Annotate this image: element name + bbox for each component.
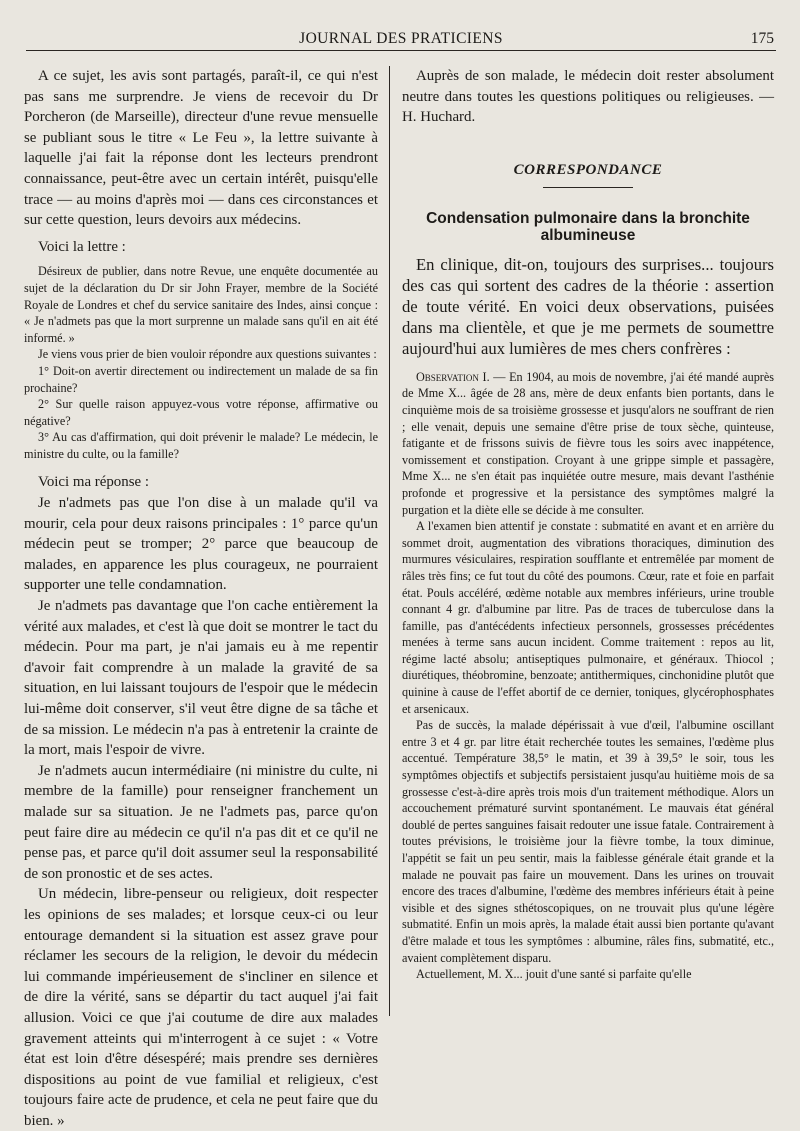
paragraph-reply: Je n'admets aucun intermédiaire (ni ministre du culte, ni membre de la famille) pour renseigner franchement un malade sur sa situation. Je ne l'admets pas, parce qu'on peut faire dire au médecin ce qu'il n'a pas dit et ce qu'il ne pense pas, et parce qu'il doit assumer seul la responsabilité de son pronostic et de ses actes.: [24, 762, 378, 882]
paragraph-letter-heading: Voici la lettre :: [38, 238, 126, 255]
paragraph-reply: Un médecin, libre-penseur ou religieux, doit respecter les opinions de ses malades; et lorsque ceux-ci ou leur entourage demandent si la situation est assez grave pour réclamer les secours de la religion, le devoir du médecin lui commande impérieusement de s'incliner en silence et de dire la vérité, sans se départir du tact auquel j'ai fait allusion. Voici ce que j'ai coutume de dire aux malades gravement atteints qui m'interrogent à ce sujet : « Votre état est loin d'être désespéré; mais prendre ses dernières dispositions au point de vue familial et religieux, c'est toujours faire acte de prudence, et cela ne peut faire que du bien. »: [24, 886, 378, 1129]
letter-paragraph: Désireux de publier, dans notre Revue, une enquête documentée au sujet de la déclaration du Dr sir John Frayer, membre de la Société Royale de Londres et chef du service sanitaire des Indes, ainsi conçue : « Je n'admets pas que la mort surprenne un malade sans qu'il en ait été informé. »: [24, 264, 378, 345]
paragraph-reply-heading: Voici ma réponse :: [38, 474, 149, 491]
section-heading: CORRESPONDANCE: [513, 161, 663, 178]
column-divider: [389, 66, 390, 1016]
running-header: [26, 28, 776, 51]
paragraph-reply: Je n'admets pas davantage que l'on cache entièrement la vérité aux malades, et c'est là que doit se montrer le tact du médecin. Pour ma part, je n'ai jamais eu à me repentir d'avoir fait comprendre à un malade la gravité de sa situation, en lui laissant toujours de l'espoir que le médecin lui-même doit conserver, s'il veut être digne de sa tâche et de sa mission. Le médecin n'a pas à entretenir la crainte de la mort, mais l'espoir de vivre.: [24, 598, 378, 759]
right-column: [402, 66, 774, 1034]
paragraph-reply: Je n'admets pas que l'on dise à un malade qu'il va mourir, cela pour deux raisons principales : 1° parce qu'un médecin peut se tromper; 2° parce que beaucoup de malades, en apparence les plus courageux, ne pourraient supporter une telle condamnation.: [24, 495, 378, 594]
observation-label: Observation I.: [416, 369, 490, 384]
article-intro: En clinique, dit-on, toujours des surprises... toujours des cas qui sortent des cadres de la théorie : assertion de toute vérité. En voici deux observations, puisées dans ma clientèle, et que je me permets de soumettre aujourd'hui aux lumières de mes chers confrères :: [402, 254, 774, 358]
page-number: 175: [750, 30, 774, 47]
paragraph-conclusion: Auprès de son malade, le médecin doit rester absolument neutre dans toutes les questions politiques ou religieuses. — H. Huchard.: [402, 68, 774, 126]
journal-title: JOURNAL DES PRATICIENS: [299, 30, 503, 47]
article-paragraph: Pas de succès, la malade dépérissait à vue d'œil, l'albumine oscillant entre 3 et 4 gr. par litre était recherchée toutes les semaines, l'œdème plus accentué. Température 38,5° le matin, et 39 à 39,5° le soir, tous les symptômes objectifs et subjectifs persistaient jusqu'au huitième mois de sa grossesse c'est-à-dire après trois mois d'un traitement méthodique. Alors un accouchement prématuré survint spontanément. Le mauvais état général doublé de pertes sanguines faisait redouter une issue fatale. Contrairement à toutes prévisions, le troisième jour la fièvre tombe, la toux diminue, l'appétit se fait un peu sentir, mais la faiblesse générale était grande et la malade ne pouvait pas faire un mouvement. Dans les urines on trouvait encore des traces d'albumine, l'œdème des membres inférieurs était à peine visible et des signes sthétoscopiques, on ne trouvait plus qu'une légère submatité. Enfin un mois après, la malade était aussi bien portante qu'avant d'être malade et tous les symptômes : albumine, râles fins, submatité, etc., avaient complètement disparu.: [402, 718, 774, 965]
article-paragraph: Actuellement, M. X... jouit d'une santé si parfaite qu'elle: [416, 967, 692, 982]
left-column: [24, 66, 378, 1129]
letter-question: 1° Doit-on avertir directement ou indirectement un malade de sa fin prochaine?: [24, 363, 378, 395]
paragraph-intro: A ce sujet, les avis sont partagés, paraît-il, ce qui n'est pas sans me surprendre. Je viens de recevoir du Dr Porcheron (de Marseille), directeur d'une revue mensuelle se publiant sous le titre « Le Feu », la lettre suivante à laquelle j'ai fait la réponse dont les lecteurs prendront connaissance, peut-être avec un certain intérêt, puisqu'elle trace — au moins d'après moi — dans ces circonstances et sur cette question, leurs devoirs aux médecins.: [24, 68, 378, 229]
letter-question: 2° Sur quelle raison appuyez-vous votre réponse, affirmative ou négative?: [24, 397, 378, 428]
letter-question: 3° Au cas d'affirmation, qui doit prévenir le malade? Le médecin, le ministre du culte, ou la famille?: [24, 430, 378, 461]
letter-paragraph: Je viens vous prier de bien vouloir répondre aux questions suivantes :: [38, 347, 377, 362]
article-title: Condensation pulmonaire dans la bronchite albumineuse: [426, 209, 750, 244]
section-underline: [543, 187, 633, 188]
observation-text: — En 1904, au mois de novembre, j'ai été mandé auprès de Mme X... âgée de 28 ans, mère de deux enfants bien portants, dans le cinquième mois de sa troisième grossesse et jusqu'alors ne souffrant de rien ; elle venait, depuis une semaine d'être prise de toux sèche, quinteuse, fatigante et de frissons suivis de fièvre tous les soirs avec inappétence, vomissement et constipation. Croyant à une grippe simple et passagère, Mme X... ne s'en était pas inquiétée outre mesure, mais devant l'asthénie profonde et progressive et la persistance des symptômes malgré la purgation et la diète elle se décide à me consulter.: [402, 369, 775, 517]
article-paragraph: A l'examen bien attentif je constate : submatité en avant et en arrière du sommet droit, augmentation des vibrations thoraciques, diminution des murmures vésiculaires, respiration soufflante et entremêlée par moment de râles très fins; ce fut tout du côté des poumons. Cœur, rate et foie en parfait état. Pouls accéléré, œdème notable aux membres inférieurs, urine trouble connant 4 gr. d'albumine par litre. Pas de traces de tuberculose dans la famille, pas d'antécédents infectieux personnels, grossesses précédentes menées à terme sans aucun incident. Comme traitement : repos au lit, régime lacté absolu; antiseptiques pulmonaire, et généraux. Thiocol ; diurétiques, théobromine, benzoate; antithermiques, cinchonidine plutôt que quinine à cause de l'effet abortif de ce dernier, toniques, glycérophosphates et arsenicaux.: [402, 519, 774, 716]
observation-paragraph: [402, 369, 774, 518]
